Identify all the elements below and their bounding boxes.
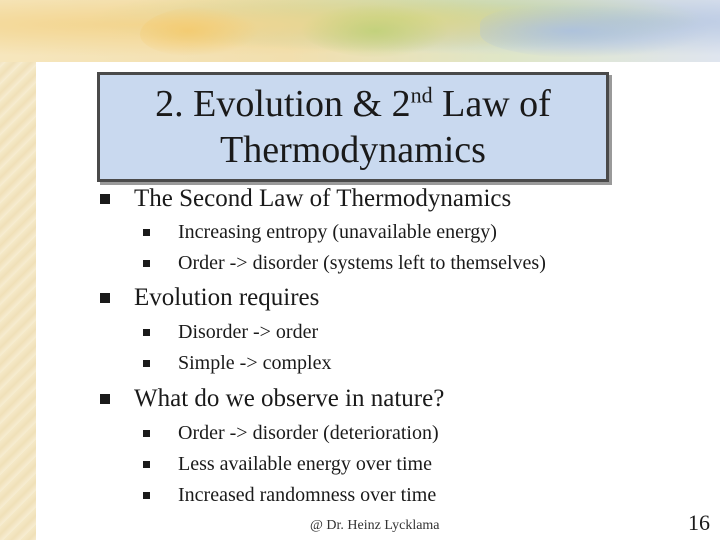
sub-bullet-text: Order -> disorder (deterioration) xyxy=(178,422,439,444)
bullet-item xyxy=(100,185,511,213)
square-bullet-icon xyxy=(143,360,150,367)
sub-bullet-text: Less available energy over time xyxy=(178,453,432,475)
square-bullet-icon xyxy=(143,492,150,499)
sub-bullet-item xyxy=(143,252,546,275)
slide-footer: @ Dr. Heinz Lycklama xyxy=(310,518,440,533)
sub-bullet-text: Disorder -> order xyxy=(178,321,319,343)
title-line2: Thermodynamics xyxy=(220,129,486,171)
sub-bullet-item xyxy=(143,484,436,507)
bullet-text: What do we observe in nature? xyxy=(134,385,445,412)
square-bullet-icon xyxy=(143,329,150,336)
bullet-text: Evolution requires xyxy=(134,284,320,311)
square-bullet-icon xyxy=(100,293,110,303)
sub-bullet-text: Simple -> complex xyxy=(178,352,332,374)
bullet-text: The Second Law of Thermodynamics xyxy=(134,185,512,212)
sub-bullet-item xyxy=(143,352,331,375)
slide-number: 16 xyxy=(688,510,710,535)
square-bullet-icon xyxy=(143,260,150,267)
sub-bullet-item xyxy=(143,321,318,344)
title-prefix: 2. Evolution & 2 xyxy=(155,83,411,125)
square-bullet-icon xyxy=(100,194,110,204)
title-superscript: nd xyxy=(410,82,433,108)
title-suffix: Law of xyxy=(432,83,551,125)
square-bullet-icon xyxy=(143,430,150,437)
sub-bullet-text: Order -> disorder (systems left to themselves) xyxy=(178,252,546,274)
sub-bullet-item xyxy=(143,221,497,244)
sub-bullet-item xyxy=(143,453,432,476)
bullet-item xyxy=(100,284,319,312)
sub-bullet-text: Increased randomness over time xyxy=(178,484,437,506)
sub-bullet-item xyxy=(143,422,439,445)
bullet-item xyxy=(100,385,444,413)
square-bullet-icon xyxy=(143,461,150,468)
sub-bullet-text: Increasing entropy (unavailable energy) xyxy=(178,221,497,243)
square-bullet-icon xyxy=(143,229,150,236)
square-bullet-icon xyxy=(100,394,110,404)
